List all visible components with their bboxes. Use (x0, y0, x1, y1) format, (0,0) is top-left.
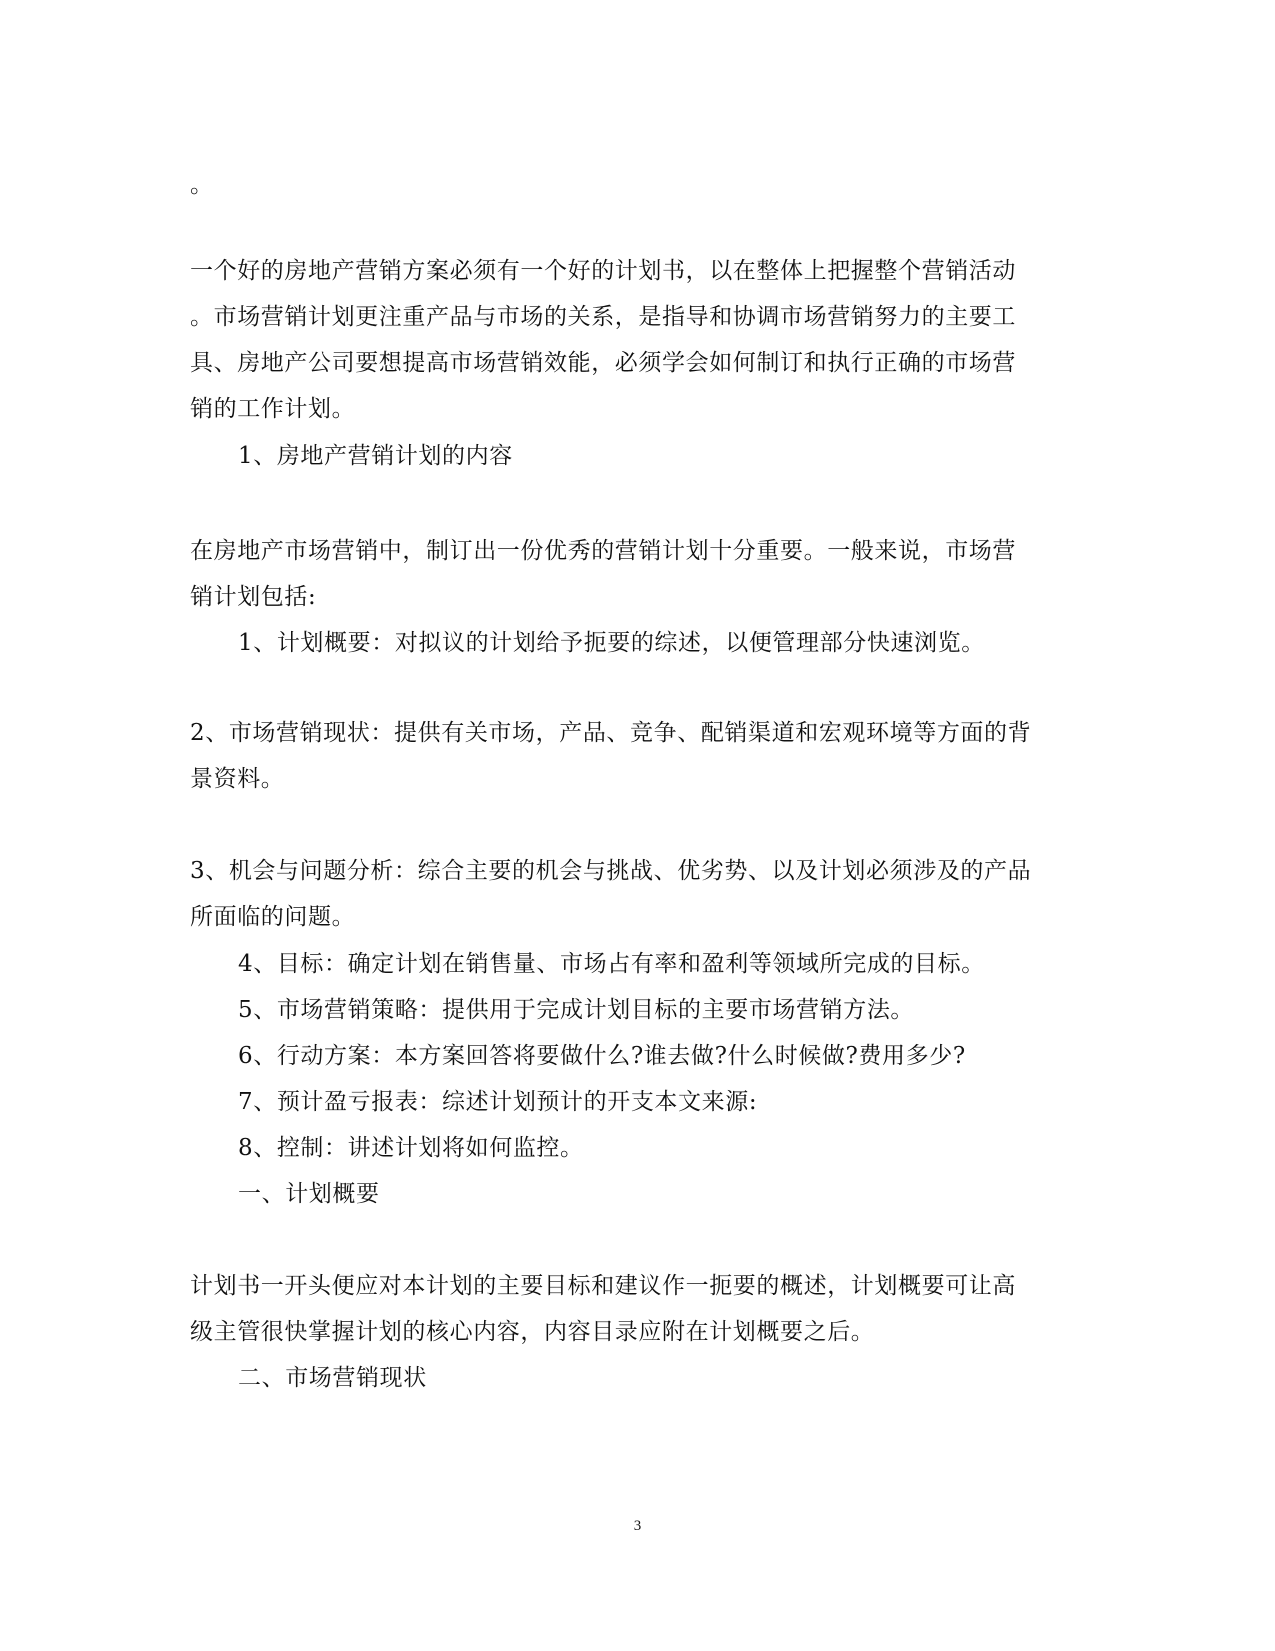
list-item: 1、计划概要：对拟议的计划给予扼要的综述，以便管理部分快速浏览。 (238, 630, 985, 656)
text-line: 销计划包括: (190, 584, 317, 610)
list-item: 7、预计盈亏报表：综述计划预计的开支本文来源: (238, 1089, 758, 1115)
list-item: 8、控制：讲述计划将如何监控。 (238, 1135, 584, 1161)
list-item: 5、市场营销策略：提供用于完成计划目标的主要市场营销方法。 (238, 997, 915, 1023)
text-line: 级主管很快掌握计划的核心内容，内容目录应附在计划概要之后。 (190, 1319, 875, 1345)
list-item: 6、行动方案：本方案回答将要做什么?谁去做?什么时候做?费用多少? (238, 1043, 966, 1069)
text-line: 。 (190, 172, 214, 198)
text-line: 具、房地产公司要想提高市场营销效能，必须学会如何制订和执行正确的市场营 (190, 350, 1016, 376)
text-line: 销的工作计划。 (190, 396, 356, 422)
text-line: 一个好的房地产营销方案必须有一个好的计划书，以在整体上把握整个营销活动 (190, 258, 1016, 284)
list-item: 2、市场营销现状：提供有关市场，产品、竞争、配销渠道和宏观环境等方面的背 (190, 720, 1032, 746)
section-heading: 二、市场营销现状 (238, 1365, 427, 1391)
text-line: 所面临的问题。 (190, 904, 356, 930)
page-number: 3 (633, 1518, 642, 1534)
text-line: 。市场营销计划更注重产品与市场的关系，是指导和协调市场营销努力的主要工 (190, 304, 1016, 330)
text-line: 在房地产市场营销中，制订出一份优秀的营销计划十分重要。一般来说，市场营 (190, 538, 1016, 564)
list-item: 4、目标：确定计划在销售量、市场占有率和盈利等领域所完成的目标。 (238, 951, 985, 977)
list-item: 3、机会与问题分析：综合主要的机会与挑战、优劣势、以及计划必须涉及的产品 (190, 858, 1032, 884)
section-heading: 一、计划概要 (238, 1181, 380, 1207)
text-line: 计划书一开头便应对本计划的主要目标和建议作一扼要的概述，计划概要可让高 (190, 1273, 1016, 1299)
text-line: 景资料。 (190, 766, 285, 792)
section-heading: 1、房地产营销计划的内容 (238, 443, 513, 469)
